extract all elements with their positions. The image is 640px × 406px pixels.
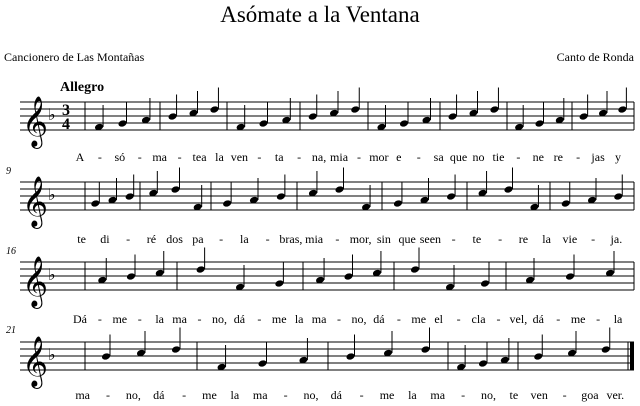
note-head <box>168 112 178 121</box>
lyric-syllable: la <box>230 388 240 402</box>
lyric-syllable: - <box>97 312 102 326</box>
lyric-syllable: me <box>570 312 586 326</box>
lyric-syllable: dá <box>532 312 544 326</box>
lyric-syllable: - <box>498 232 503 246</box>
lyric-syllable: ma <box>152 150 168 164</box>
lyric-syllable: me <box>112 312 128 326</box>
lyric-syllable: cla <box>471 312 486 326</box>
note-head <box>480 279 490 288</box>
note-head <box>393 199 403 208</box>
lyric-syllable: mor <box>369 150 389 164</box>
lyric-syllable: seen <box>419 232 442 246</box>
lyric-syllable: na, <box>311 150 327 164</box>
lyric-syllable: me <box>202 388 217 402</box>
lyric-syllable: - <box>257 312 262 326</box>
lyric-syllable: la <box>542 232 551 246</box>
lyric-syllable: ma <box>252 388 268 402</box>
lyric-syllable: ne <box>532 150 544 164</box>
lyric-syllable: - <box>97 150 102 164</box>
treble-clef-icon: 𝄞 <box>22 96 49 147</box>
genre-label: Canto de Ronda <box>556 50 634 64</box>
lyric-syllable: pa <box>192 232 204 246</box>
note-head <box>421 345 431 354</box>
lyric-syllable: te <box>509 388 519 402</box>
lyric-syllable: ta <box>274 150 284 164</box>
note-head <box>276 192 286 201</box>
lyric-syllable: - <box>556 312 561 326</box>
note-head <box>308 112 318 121</box>
note-head <box>126 272 136 281</box>
time-signature-bottom: 4 <box>62 116 70 133</box>
flat-key-signature: ♭ <box>48 345 56 364</box>
note-head <box>171 185 181 194</box>
lyric-syllable: mia <box>330 150 349 164</box>
lyric-syllable: - <box>106 388 111 402</box>
lyric-syllable: la <box>155 312 165 326</box>
tempo-marking: Allegro <box>60 80 105 95</box>
lyric-syllable: - <box>182 388 187 402</box>
note-head <box>274 279 284 288</box>
note-head <box>504 185 514 194</box>
note-head <box>125 192 135 201</box>
lyric-syllable: - <box>257 150 262 164</box>
note-head <box>258 359 268 368</box>
note-head <box>410 265 420 274</box>
lyric-syllable: - <box>359 388 364 402</box>
lyric-syllable: - <box>416 150 421 164</box>
lyric-syllable: - <box>197 312 202 326</box>
lyric-syllable: ma <box>311 312 327 326</box>
lyric-syllable: que <box>398 232 416 246</box>
lyric-syllable: vel, <box>509 312 528 326</box>
lyric-syllable: sin <box>376 232 391 246</box>
lyric-syllable: - <box>137 150 142 164</box>
lyric-syllable: me <box>271 312 287 326</box>
measure-number: 16 <box>6 246 16 257</box>
lyric-syllable: y <box>615 150 622 164</box>
note-head <box>613 192 623 201</box>
lyric-syllable: - <box>219 232 224 246</box>
lyric-syllable: ma <box>172 312 187 326</box>
lyric-syllable: dá <box>330 388 342 402</box>
note-head <box>346 352 356 361</box>
lyric-syllable: - <box>562 388 567 402</box>
lyric-syllable: - <box>337 312 342 326</box>
time-signature-top: 3 <box>62 102 70 119</box>
note-head <box>196 265 206 274</box>
note-head <box>101 352 111 361</box>
lyric-syllable: mia <box>305 232 324 246</box>
lyric-syllable: - <box>335 232 340 246</box>
flat-key-signature: ♭ <box>48 105 56 124</box>
note-head <box>601 345 611 354</box>
lyric-syllable: - <box>461 388 466 402</box>
lyric-syllable: goa <box>581 388 599 402</box>
note-head <box>259 119 269 128</box>
lyric-syllable: - <box>283 388 288 402</box>
lyric-syllable: me <box>411 312 427 326</box>
lyric-syllable: el <box>434 312 444 326</box>
lyric-syllable: bras, <box>279 232 303 246</box>
lyric-syllable: que <box>449 150 468 164</box>
source-label: Cancionero de Las Montañas <box>4 50 145 64</box>
lyric-syllable: - <box>516 150 521 164</box>
lyric-syllable: no <box>472 150 485 164</box>
note-head <box>222 199 232 208</box>
lyric-syllable: ven <box>230 150 249 164</box>
note-head <box>448 112 458 121</box>
lyric-syllable: - <box>177 150 182 164</box>
lyric-syllable: ver. <box>606 388 625 402</box>
lyric-syllable: só <box>114 150 126 164</box>
lyric-syllable: Dá <box>72 312 87 326</box>
lyric-syllable: la <box>408 388 417 402</box>
lyric-syllable: - <box>596 312 601 326</box>
lyric-syllable: no, <box>303 388 319 402</box>
note-head <box>446 192 456 201</box>
lyric-syllable: ja. <box>610 232 623 246</box>
lyric-syllable: jas <box>591 150 605 164</box>
final-barline-thick <box>630 342 634 370</box>
lyric-syllable: sa <box>433 150 444 164</box>
lyric-syllable: dos <box>166 232 183 246</box>
note-head <box>489 105 499 114</box>
lyric-syllable: - <box>576 150 581 164</box>
note-head <box>579 112 589 121</box>
note-head <box>533 352 543 361</box>
note-head <box>335 185 345 194</box>
song-title: Asómate a la Ventana <box>220 2 420 27</box>
note-head <box>171 345 181 354</box>
lyric-syllable: A <box>75 150 85 164</box>
treble-clef-icon: 𝄞 <box>22 336 49 387</box>
lyric-syllable: no, <box>481 388 496 402</box>
treble-clef-icon: 𝄞 <box>22 176 49 227</box>
lyric-syllable: la <box>613 312 623 326</box>
lyric-syllable: no, <box>351 312 367 326</box>
lyric-syllable: - <box>126 232 131 246</box>
measure-number: 9 <box>6 166 11 177</box>
note-head <box>535 119 545 128</box>
note-head <box>561 199 571 208</box>
lyric-syllable: dá <box>233 312 246 326</box>
lyric-syllable: no, <box>125 388 141 402</box>
treble-clef-icon: 𝄞 <box>22 256 49 307</box>
lyric-syllable: re <box>518 232 529 246</box>
lyric-syllable: - <box>356 150 361 164</box>
note-head <box>399 119 409 128</box>
lyric-syllable: tie <box>492 150 505 164</box>
lyric-syllable: - <box>591 232 596 246</box>
lyric-syllable: - <box>451 232 456 246</box>
lyric-syllable: - <box>137 312 142 326</box>
flat-key-signature: ♭ <box>48 265 56 284</box>
lyric-syllable: ma <box>430 388 446 402</box>
lyric-syllable: di <box>100 232 110 246</box>
lyric-syllable: dá <box>373 312 385 326</box>
lyric-syllable: - <box>496 312 501 326</box>
measure-number: 21 <box>6 325 16 336</box>
note-head <box>478 359 488 368</box>
lyric-syllable: re <box>553 150 563 164</box>
lyric-syllable: - <box>396 312 401 326</box>
lyric-syllable: no, <box>211 312 227 326</box>
lyric-syllable: mor, <box>349 232 372 246</box>
note-head <box>565 272 575 281</box>
lyric-syllable: te <box>77 232 86 246</box>
lyric-syllable: - <box>265 232 270 246</box>
lyric-syllable: e <box>396 150 402 164</box>
lyric-syllable: ven <box>530 388 548 402</box>
lyric-syllable: la <box>240 232 249 246</box>
lyric-syllable: vie <box>562 232 578 246</box>
note-head <box>90 199 100 208</box>
lyric-syllable: ma <box>75 388 91 402</box>
lyric-syllable: te <box>472 232 482 246</box>
lyric-syllable: tea <box>192 150 207 164</box>
lyric-syllable: me <box>379 388 395 402</box>
lyric-syllable: ré <box>146 232 157 246</box>
note-head <box>209 105 219 114</box>
lyric-syllable: la <box>215 150 224 164</box>
lyric-syllable: - <box>456 312 461 326</box>
lyric-syllable: dá <box>153 388 165 402</box>
note-head <box>350 105 360 114</box>
lyric-syllable: la <box>294 312 304 326</box>
note-head <box>617 105 627 114</box>
note-head <box>118 119 128 128</box>
flat-key-signature: ♭ <box>48 185 56 204</box>
lyric-syllable: - <box>297 150 302 164</box>
note-head <box>344 272 354 281</box>
